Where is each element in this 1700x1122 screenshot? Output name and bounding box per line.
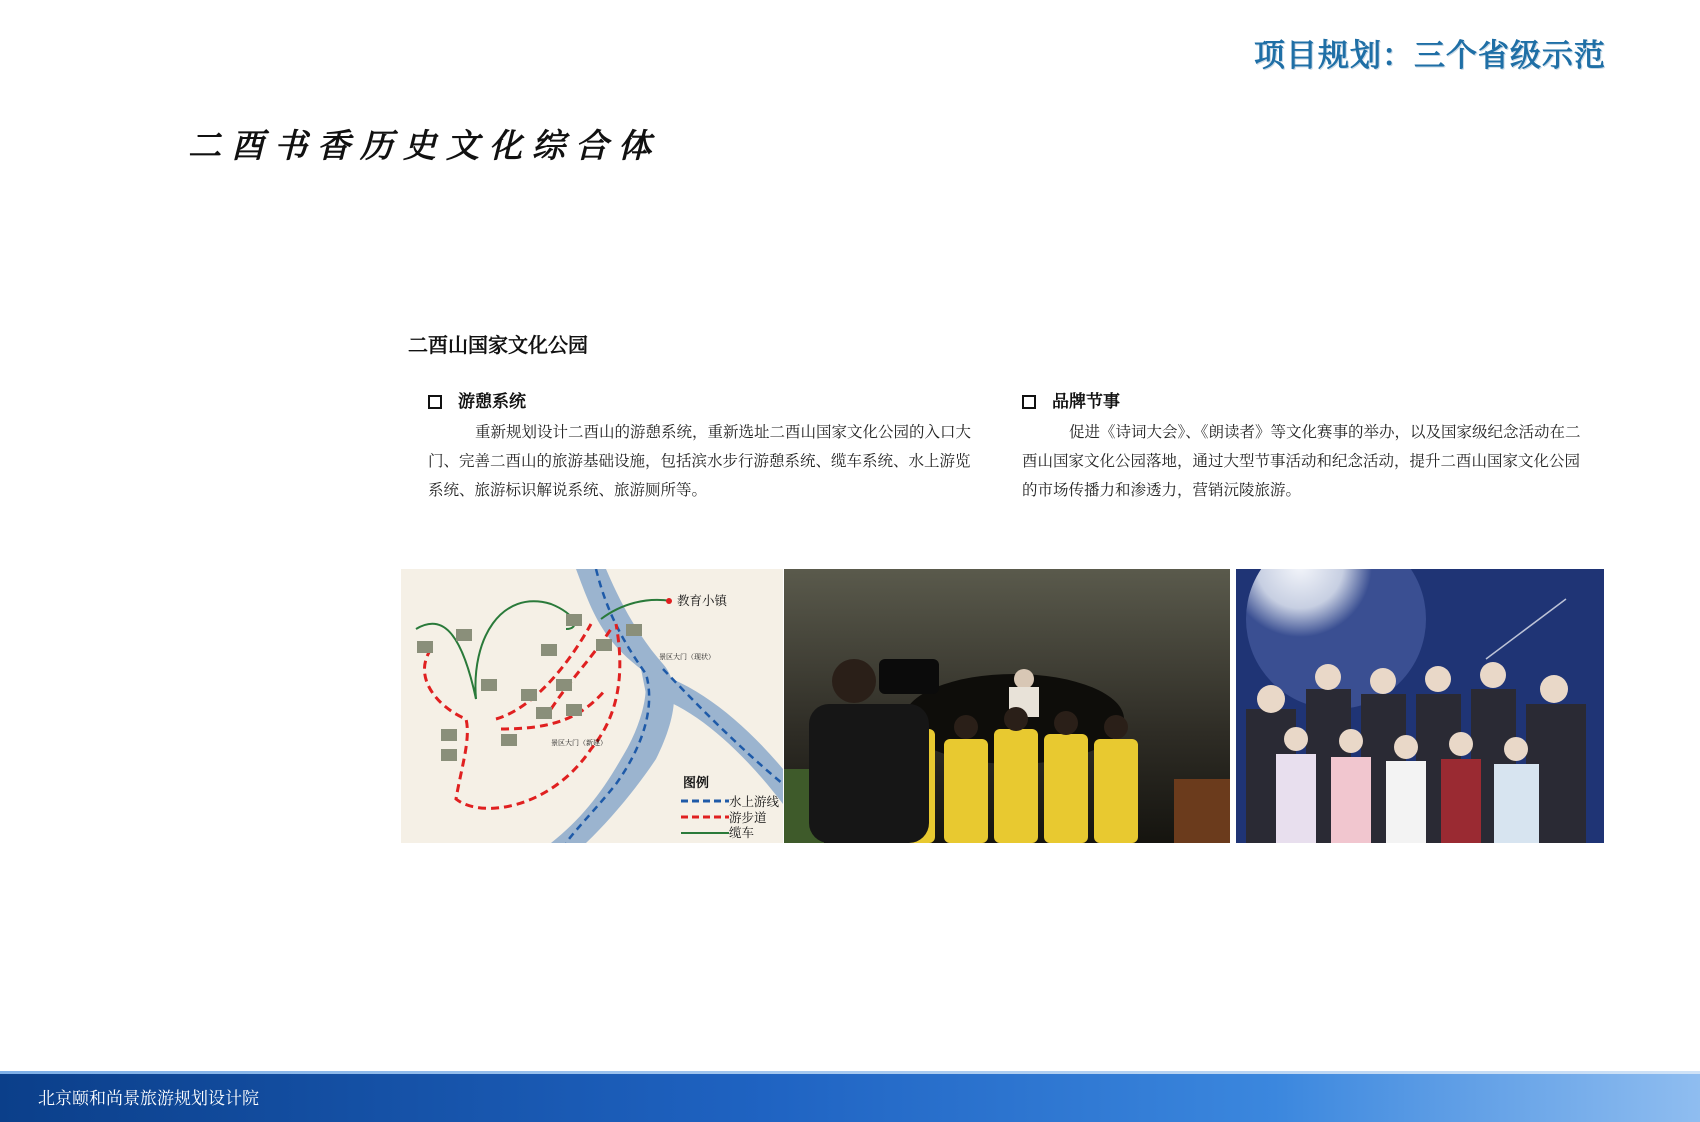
legend-water-label: 水上游线 (729, 794, 780, 809)
stage-photo-graphic (1236, 569, 1604, 843)
legend-cable-label: 缆车 (729, 825, 755, 840)
main-title: 二酉书香历史文化综合体 (188, 126, 661, 165)
column-body: 重新规划设计二酉山的游憩系统，重新选址二酉山国家文化公园的入口大门、完善二酉山的旅游基础设施，包括滨水步行游憩系统、缆车系统、水上游览系统、旅游标识解说系统、旅游厕所等。 (428, 423, 972, 499)
section-title: 二酉山国家文化公园 (408, 333, 588, 357)
park-route-map (401, 569, 783, 843)
column-heading (1022, 388, 1582, 416)
map-label-gate-old: 景区大门（现状） (659, 653, 715, 661)
column-recreation-system (428, 388, 973, 505)
checkbox-icon (1022, 395, 1036, 409)
column-heading (428, 388, 973, 416)
cave-photo-graphic (784, 569, 1230, 843)
map-label-gate-new: 景区大门（新建） (551, 739, 607, 747)
column-heading-label: 游憩系统 (458, 391, 526, 412)
column-heading-label: 品牌节事 (1052, 391, 1120, 412)
town-marker (666, 598, 672, 604)
poetry-show-photo (1236, 569, 1604, 843)
legend-title: 图例 (683, 776, 710, 791)
checkbox-icon (428, 395, 442, 409)
footer-text: 北京颐和尚景旅游规划设计院 (38, 1089, 259, 1109)
map-label-town: 教育小镇 (677, 593, 728, 608)
column-body: 促进《诗词大会》、《朗读者》等文化赛事的举办，以及国家级纪念活动在二酉山国家文化公园落地，通过大型节事活动和纪念活动，提升二酉山国家文化公园的市场传播力和渗透力，营销沅陵旅游。 (1022, 423, 1581, 499)
header-title: 项目规划：三个省级示范 (1254, 38, 1606, 74)
legend-walkway-label: 游步道 (729, 810, 767, 825)
map-graphic (401, 569, 783, 843)
column-brand-events (1022, 388, 1582, 505)
cave-event-photo (784, 569, 1230, 843)
